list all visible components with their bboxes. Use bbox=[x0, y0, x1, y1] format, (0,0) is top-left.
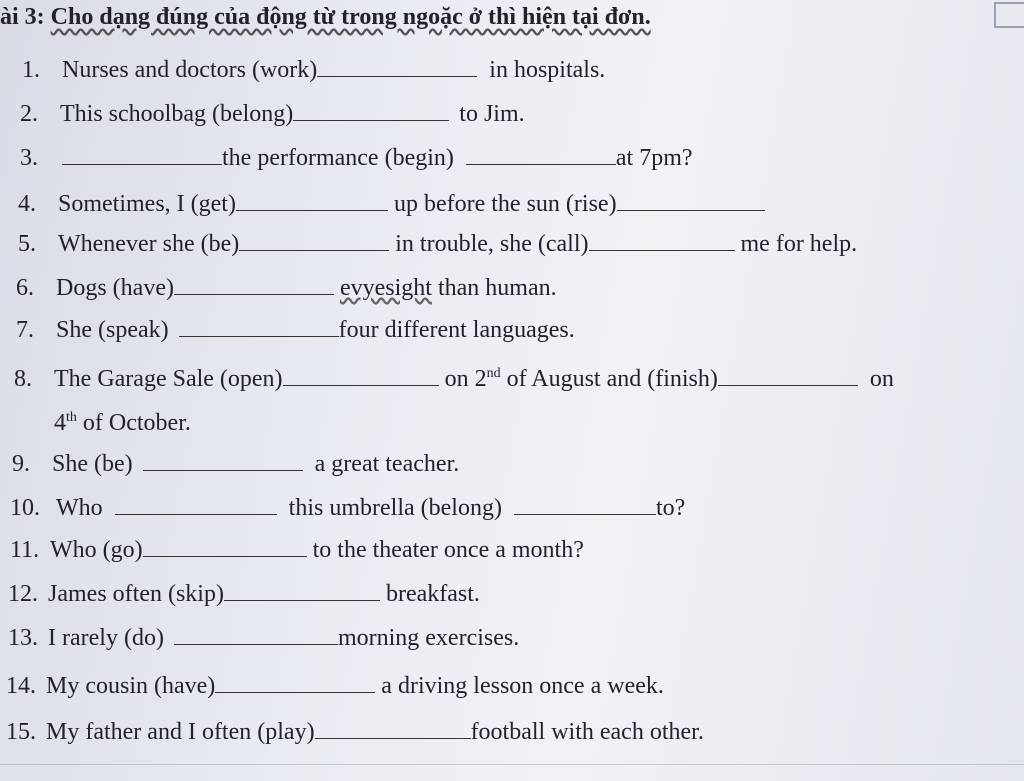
item-number: 10. bbox=[10, 495, 40, 521]
exercise-item-6 bbox=[16, 274, 557, 302]
item-number: 6. bbox=[16, 275, 34, 301]
item-text: football with each other. bbox=[470, 719, 704, 745]
exercise-item-15 bbox=[6, 718, 704, 746]
exercise-item-1 bbox=[22, 56, 605, 84]
answer-blank[interactable] bbox=[224, 582, 380, 601]
item-text: in trouble, she (call) bbox=[395, 231, 589, 257]
item-text: Sometimes, I (get) bbox=[58, 191, 236, 217]
title-text: Cho dạng đúng của động từ trong ngoặc ở thì hiện tại đơn. bbox=[50, 4, 651, 30]
answer-blank[interactable] bbox=[115, 496, 277, 515]
answer-blank[interactable] bbox=[718, 367, 858, 386]
exercise-title bbox=[0, 4, 651, 31]
item-text: Dogs (have) bbox=[56, 275, 174, 301]
answer-blank[interactable] bbox=[236, 192, 388, 211]
item-text: of August and (finish) bbox=[506, 366, 718, 392]
item-text: This schoolbag (belong) bbox=[60, 101, 294, 127]
item-text: Nurses and doctors (work) bbox=[62, 57, 318, 83]
item-text: to the theater once a month? bbox=[312, 537, 584, 563]
exercise-item-11 bbox=[10, 536, 584, 564]
item-text: to? bbox=[655, 495, 686, 521]
item-text: 4 bbox=[54, 410, 66, 436]
item-text: up before the sun (rise) bbox=[393, 191, 617, 217]
item-number: 2. bbox=[20, 101, 38, 127]
item-number: 4. bbox=[18, 191, 36, 217]
answer-blank[interactable] bbox=[143, 452, 303, 471]
answer-blank[interactable] bbox=[143, 538, 307, 557]
answer-blank[interactable] bbox=[514, 496, 656, 515]
exercise-item-13 bbox=[8, 624, 519, 652]
corner-box bbox=[994, 2, 1024, 28]
item-number: 11. bbox=[10, 537, 40, 563]
item-text: of October. bbox=[82, 410, 191, 436]
item-number: 1. bbox=[22, 57, 40, 83]
exercise-item-2 bbox=[20, 100, 525, 128]
item-text: the performance (begin) bbox=[222, 145, 454, 171]
answer-blank[interactable] bbox=[283, 367, 439, 386]
item-text: than human. bbox=[437, 275, 557, 301]
answer-blank[interactable] bbox=[62, 146, 222, 165]
item-number: 7. bbox=[16, 317, 34, 343]
answer-blank[interactable] bbox=[215, 674, 375, 693]
item-text: She (speak) bbox=[56, 317, 169, 343]
answer-blank[interactable] bbox=[466, 146, 616, 165]
exercise-item-12 bbox=[8, 580, 480, 608]
item-text: The Garage Sale (open) bbox=[54, 366, 283, 392]
item-text: on bbox=[869, 366, 894, 392]
item-number: 5. bbox=[18, 231, 36, 257]
item-text: a driving lesson once a week. bbox=[381, 673, 664, 699]
answer-blank[interactable] bbox=[174, 626, 338, 645]
item-text: at 7pm? bbox=[615, 145, 693, 171]
item-text: morning exercises. bbox=[337, 625, 520, 651]
answer-blank[interactable] bbox=[317, 58, 477, 77]
answer-blank[interactable] bbox=[179, 318, 339, 337]
exercise-item-9 bbox=[12, 450, 459, 478]
item-text: I rarely (do) bbox=[48, 625, 164, 651]
item-number: 9. bbox=[12, 451, 30, 477]
item-text: this umbrella (belong) bbox=[288, 495, 502, 521]
item-text: My father and I often (play) bbox=[46, 719, 315, 745]
exercise-item-8-continued bbox=[54, 404, 191, 437]
item-text: breakfast. bbox=[385, 581, 480, 607]
superscript: nd bbox=[486, 366, 501, 381]
exercise-item-8 bbox=[14, 360, 894, 393]
item-number: 13. bbox=[8, 625, 38, 651]
answer-blank[interactable] bbox=[293, 102, 449, 121]
exercise-item-3 bbox=[20, 144, 693, 172]
item-text: four different languages. bbox=[338, 317, 575, 343]
item-text: My cousin (have) bbox=[46, 673, 216, 699]
item-text: me for help. bbox=[740, 231, 858, 257]
exercise-item-7 bbox=[16, 316, 575, 344]
item-text: Who bbox=[56, 495, 103, 521]
item-number: 15. bbox=[6, 719, 36, 745]
item-text: James often (skip) bbox=[48, 581, 224, 607]
item-number: 12. bbox=[8, 581, 38, 607]
item-text: Whenever she (be) bbox=[58, 231, 240, 257]
item-text: She (be) bbox=[52, 451, 133, 477]
item-text: a great teacher. bbox=[314, 451, 460, 477]
item-number: 3. bbox=[20, 145, 38, 171]
answer-blank[interactable] bbox=[589, 232, 735, 251]
item-text: Who (go) bbox=[50, 537, 143, 563]
exercise-item-10 bbox=[10, 494, 685, 522]
item-text: on 2 bbox=[444, 366, 487, 392]
item-text: evyesight bbox=[339, 275, 432, 301]
answer-blank[interactable] bbox=[174, 276, 334, 295]
item-number: 8. bbox=[14, 366, 32, 392]
superscript: th bbox=[66, 410, 77, 425]
answer-blank[interactable] bbox=[617, 192, 765, 211]
answer-blank[interactable] bbox=[315, 720, 471, 739]
exercise-item-14 bbox=[6, 672, 664, 700]
item-text: to Jim. bbox=[459, 101, 525, 127]
item-text: in hospitals. bbox=[489, 57, 606, 83]
title-prefix: ài 3: bbox=[0, 4, 51, 30]
answer-blank[interactable] bbox=[239, 232, 389, 251]
exercise-item-5 bbox=[18, 230, 857, 258]
item-number: 14. bbox=[6, 673, 36, 699]
page-bottom-edge bbox=[0, 764, 1024, 765]
exercise-item-4 bbox=[18, 190, 765, 218]
